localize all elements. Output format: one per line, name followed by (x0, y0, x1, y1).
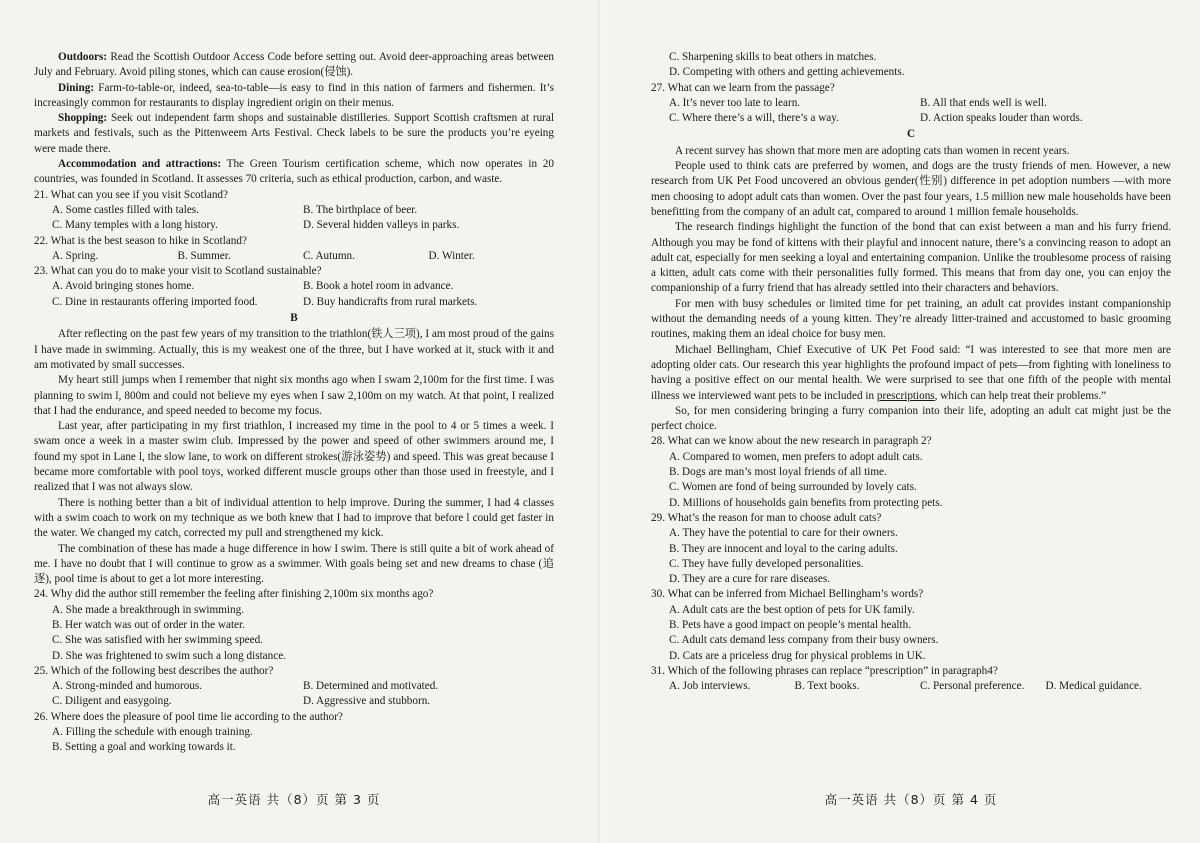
question-31 (651, 664, 1171, 695)
passage-b-paragraph-2: My heart still jumps when I remember that night six months ago when I swam 2,100m for the first time. I was planning to swim l, 800m and could not believe my eyes when I saw 2,100m on my watch. At that point, I realized that I had the endurance, and speed needed to become my focus. (34, 374, 554, 417)
accommodation-paragraph: Accommodation and attractions: The Green Tourism certification scheme, which now operates in 20 countries, was founded in Scotland. It assesses 70 criteria, such as ethical production, carbon, and waste. (34, 158, 554, 186)
question-stem: 30. What can be inferred from Michael Bellingham’s words? (651, 588, 924, 601)
question-stem: 28. What can we know about the new research in paragraph 2? (651, 435, 932, 448)
question-22 (34, 234, 554, 265)
left-page (34, 50, 554, 840)
passage-c-paragraph-3: The research findings highlight the function of the bond that can exist between a man and his furry friend. Although you may be fond of kittens with their playful and innocent nature, there’s a convincing reason to adopt an adult cat, especially for men seeking a loyal and entertaining companion. Unlike the troublesome process of raising a kitten, adult cats come with their personalities fully formed. This means that from day one, you can enjoy the companionship of a furry friend that has already settled into their characters and behaviors. (651, 221, 1171, 295)
question-28 (651, 434, 1171, 510)
option-d: D. Millions of households gain benefits from protecting pets. (669, 496, 943, 509)
option-d: D. Cats are a priceless drug for physical problems in UK. (669, 649, 926, 662)
option-a: A. Spring. (52, 249, 99, 262)
option-d: D. Aggressive and stubborn. (303, 695, 431, 708)
underlined-word: prescriptions (876, 389, 935, 402)
option-c: C. She was satisfied with her swimming speed. (52, 634, 263, 647)
question-24 (34, 587, 554, 663)
option-d: D. Buy handicrafts from rural markets. (303, 295, 478, 308)
question-stem: 24. Why did the author still remember the feeling after finishing 2,100m six months ago? (34, 588, 434, 601)
outdoors-paragraph: Outdoors: Read the Scottish Outdoor Access Code before setting out. Avoid deer-approaching areas between July and February. Avoid piling stones, which can cause erosion(侵蚀). (34, 51, 555, 79)
option-a: A. Strong-minded and humorous. (52, 680, 203, 693)
option-d: D. Action speaks louder than words. (920, 112, 1083, 125)
section-c-title: C (906, 128, 916, 141)
passage-b-paragraph-1: After reflecting on the past few years of my transition to the triathlon(铁人三项), I am most proud of the gains I have made in swimming. Actually, this is my weakest one of the three, but I have worked at it, stuck with it and am motivated by small successes. (34, 328, 554, 371)
shopping-paragraph: Shopping: Seek out independent farm shops and sustainable distilleries. Support Scottish craftsmen at rural markets and festivals, such as the Pittenweem Arts Festival. Check labels to be sure the products you’re eyeing were made there. (34, 112, 555, 155)
option-b: B. Book a hotel room in advance. (303, 280, 454, 293)
question-stem: 27. What can we learn from the passage? (651, 81, 835, 94)
option-a: A. They have the potential to care for their owners. (669, 527, 898, 540)
option-a: A. Adult cats are the best option of pets for UK family. (669, 603, 915, 616)
option-a: A. Avoid bringing stones home. (52, 280, 195, 293)
passage-c-paragraph-5: Michael Bellingham, Chief Executive of UK Pet Food said: “I was interested to see that more men are adopting older cats. Our research this year highlights the profound impact of pets—from fighting with loneliness to having a positive effect on our mental health. We were surprised to see that one fifth of the people with mental illness we interviewed want pets to be included in prescriptions, which can help treat their problems.” (651, 343, 1171, 402)
option-c: C. Adult cats demand less company from their busy owners. (669, 634, 939, 647)
right-page-footer: 高一英语 共（8）页 第 4 页 (824, 792, 998, 807)
question-25 (34, 664, 554, 710)
passage-b-paragraph-3: Last year, after participating in my first triathlon, I increased my time in the pool to 4 or 5 times a week. I swam once a week in a master swim club. Impressed by the power and speed of other swimmers around me, I found my spot in Lane l, the slow lane, to work on different strokes(游泳姿势) and speed. This was great because I became more comfortable with pool toys, worked different muscle groups other than those used in freestyle, and I realized that I was not always slow. (34, 420, 554, 494)
left-page-footer: 高一英语 共（8）页 第 3 页 (207, 792, 381, 807)
option-b: B. Text books. (794, 680, 860, 693)
option-c: C. Diligent and easygoing. (52, 695, 172, 708)
question-stem: 23. What can you do to make your visit to Scotland sustainable? (34, 265, 322, 278)
question-30 (651, 587, 1171, 663)
question-stem: 21. What can you see if you visit Scotland? (34, 188, 228, 201)
right-page (651, 50, 1171, 840)
option-b: B. All that ends well is well. (920, 96, 1047, 109)
question-stem: 31. Which of the following phrases can replace “prescription” in paragraph4? (651, 664, 998, 677)
question-26 (34, 710, 554, 756)
question-21 (34, 188, 554, 234)
passage-c-paragraph-4: For men with busy schedules or limited time for pet training, an adult cat provides instant companionship without the demanding needs of a young kitten. They’re already litter-trained and accustomed to basic grooming routines, making them an ideal choice for busy men. (651, 297, 1171, 341)
option-a: A. Job interviews. (669, 680, 751, 693)
option-d: D. She was frightened to swim such a long distance. (52, 649, 286, 662)
option-a: A. Some castles filled with tales. (52, 203, 199, 216)
option-b: B. They are innocent and loyal to the caring adults. (669, 542, 898, 555)
option-c: C. Sharpening skills to beat others in matches. (669, 51, 877, 63)
option-a: A. She made a breakthrough in swimming. (52, 603, 245, 616)
dining-paragraph: Dining: Farm-to-table-or, indeed, sea-to-table—is easy to find in this nation of farmers and fishermen. It’s increasingly common for restaurants to display ingredient origin on their menus. (34, 81, 555, 109)
option-c: C. They have fully developed personalities. (669, 557, 864, 570)
option-d: D. They are a cure for rare diseases. (669, 573, 830, 586)
option-c: C. Dine in restaurants offering imported food. (52, 295, 258, 308)
option-d: D. Competing with others and getting achievements. (669, 66, 905, 79)
question-29 (651, 511, 1171, 587)
passage-b-paragraph-4: There is nothing better than a bit of individual attention to help improve. During the summer, I had 4 classes with a swim coach to work on my technique as we both knew that I had to improve that before l could get faster in the water. We changed my catch, corrected my pull and strengthened my kick. (34, 496, 554, 540)
option-b: B. Her watch was out of order in the water. (52, 618, 245, 631)
option-b: B. The birthplace of beer. (303, 203, 418, 216)
option-c: C. Autumn. (303, 249, 355, 262)
option-b: B. Dogs are man’s most loyal friends of all time. (669, 466, 887, 479)
section-b-title: B (290, 312, 298, 325)
option-c: C. Many temples with a long history. (52, 219, 218, 232)
passage-c-paragraph-6: So, for men considering bringing a furry companion into their life, adopting an adult cat might just be the perfect choice. (651, 404, 1171, 433)
option-a: A. Compared to women, men prefers to adopt adult cats. (669, 450, 923, 463)
question-26-continued (651, 50, 1171, 81)
question-stem: 29. What’s the reason for man to choose adult cats? (651, 511, 882, 524)
passage-b-paragraph-5: The combination of these has made a huge difference in how I swim. There is still quite a bit of work ahead of me. I have no doubt that I will continue to grow as a swimmer. With goals being set and new dreams to chase (追逐), pool time is about to get a lot more interesting. (34, 542, 554, 586)
option-b: B. Determined and motivated. (303, 680, 439, 693)
question-23 (34, 264, 554, 310)
option-a: A. Filling the schedule with enough training. (52, 726, 253, 739)
option-d: D. Several hidden valleys in parks. (303, 219, 460, 232)
question-stem: 25. Which of the following best describes the author? (34, 664, 274, 677)
option-b: B. Summer. (177, 249, 231, 262)
passage-c-paragraph-2: People used to think cats are preferred by women, and dogs are the trusty friends of men. However, a new research from UK Pet Food uncovered an obvious gender(性别) difference in pet adoption numbers —with more men choosing to adopt adult cats than women. Over the past four years, 1.5 million new male households have been benefitting from the company of an adult cat, compared to around 1 million female households. (651, 160, 1171, 218)
option-a: A. It’s never too late to learn. (669, 96, 801, 109)
question-stem: 26. Where does the pleasure of pool time lie according to the author? (34, 710, 343, 723)
passage-c-paragraph-1: A recent survey has shown that more men are adopting cats than women in recent years. (675, 144, 1070, 157)
question-27 (651, 81, 1171, 127)
option-c: C. Personal preference. (920, 680, 1025, 693)
option-c: C. Women are fond of being surrounded by lovely cats. (669, 481, 917, 494)
option-d: D. Winter. (428, 249, 475, 262)
option-b: B. Setting a goal and working towards it. (52, 741, 236, 754)
page-fold (598, 0, 601, 843)
question-stem: 22. What is the best season to hike in Scotland? (34, 234, 247, 247)
option-c: C. Where there’s a will, there’s a way. (669, 112, 839, 125)
option-b: B. Pets have a good impact on people’s mental health. (669, 618, 912, 631)
option-d: D. Medical guidance. (1045, 680, 1142, 693)
